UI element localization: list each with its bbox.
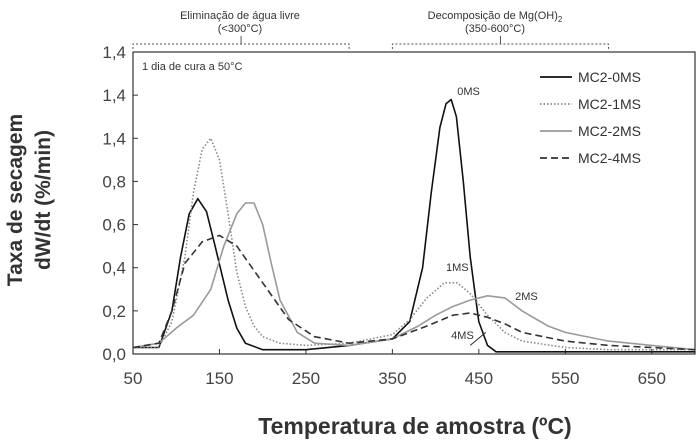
y-tick-label: 1,4: [102, 129, 126, 149]
region2-label-line1: Decomposição de $Mg(OH)_2$: [427, 10, 563, 24]
y-tick-label: 0,8: [102, 172, 126, 192]
legend-label-MC2-2MS: MC2-2MS: [578, 123, 642, 139]
region1-label-line2: (<300°C): [217, 23, 263, 35]
y-axis-label-line1: Taxa de secagem: [4, 113, 27, 287]
series-line-MC2-1MS: [133, 138, 695, 349]
region-bracket: [392, 44, 608, 49]
x-tick-label: 650: [637, 369, 666, 388]
region-bracket: [133, 44, 349, 49]
region-annotations: [133, 10, 609, 49]
x-tick-label: 50: [123, 369, 143, 388]
region2-label-line2: (350-600°C): [464, 23, 526, 35]
region1-label-line1: Eliminação de água livre: [180, 10, 300, 22]
y-tick-label: 0,0: [102, 345, 126, 364]
inset-note: 1 dia de cura a 50°C: [142, 61, 243, 73]
y-axis-label-line2: dW/dt (%/min): [32, 130, 55, 270]
legend-label-MC2-0MS: MC2-0MS: [578, 69, 642, 85]
legend-label-MC2-1MS: MC2-1MS: [578, 96, 642, 112]
x-tick-label: 550: [551, 369, 580, 388]
y-tick-label: 0,6: [102, 215, 126, 235]
series-line-MC2-2MS: [133, 203, 695, 350]
y-tick-label: 0,4: [102, 258, 126, 278]
x-tick-label: 350: [378, 369, 407, 388]
x-tick-label: 150: [205, 369, 234, 388]
x-tick-label: 250: [291, 369, 321, 388]
curve-label-0MS: 0MS: [457, 86, 480, 99]
curve-label-1MS: 1MS: [445, 261, 469, 274]
curve-label-4MS: 4MS: [451, 329, 474, 342]
y-tick-label: 0,2: [102, 301, 126, 321]
legend-label-MC2-4MS: MC2-4MS: [578, 150, 642, 166]
x-tick-label: 450: [464, 369, 494, 388]
legend: [540, 69, 641, 166]
curve-label-2MS: 2MS: [515, 291, 538, 304]
y-tick-label: 1,4: [102, 43, 126, 62]
y-tick-label: 1,4: [102, 86, 126, 106]
x-axis-label: Temperatura de amostra (ºC): [258, 413, 572, 439]
